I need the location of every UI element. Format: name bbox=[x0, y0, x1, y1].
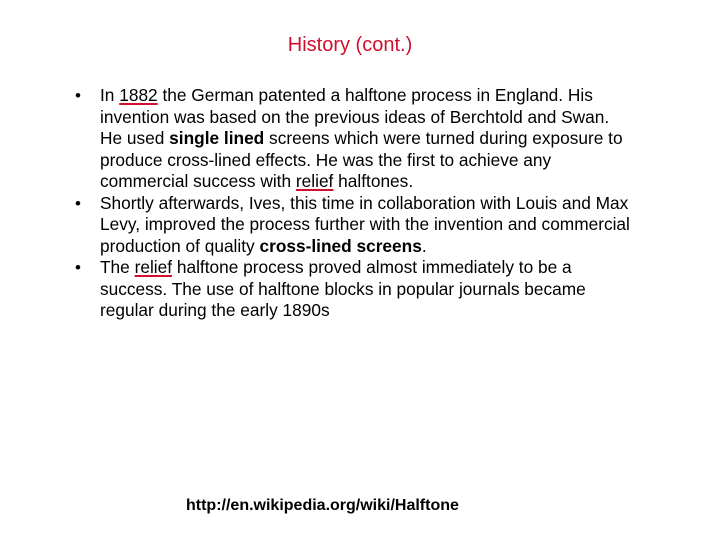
year-link[interactable]: 1882 bbox=[119, 85, 158, 105]
bullet-item bbox=[75, 257, 635, 322]
source-url[interactable]: http://en.wikipedia.org/wiki/Halftone bbox=[186, 497, 459, 514]
bullet-text: The bbox=[100, 257, 135, 277]
bullet-text: Shortly afterwards, Ives, this time in collaboration with Louis and Max Levy, improved the process further with the invention and commercial production of quality bbox=[100, 192, 630, 256]
bullet-item bbox=[75, 85, 635, 193]
bullet-item bbox=[75, 193, 635, 258]
slide-title: History (cont.) bbox=[287, 34, 413, 56]
bullet-text: halftone process proved almost immediately to be a success. The use of halftone blocks in popular journals became regular during the early 1890s bbox=[100, 257, 586, 320]
bullet-text: screens which were turned during exposure to produce cross-lined effects. He was the first to achieve any commercial success with bbox=[100, 128, 623, 191]
bullet-text: In bbox=[100, 85, 120, 105]
bullet-text: . bbox=[421, 235, 427, 256]
bold-term: single lined bbox=[169, 128, 265, 148]
relief-link[interactable]: relief bbox=[295, 171, 334, 191]
bullet-text: the German patented a halftone process in England. His invention was based on the previous ideas of Berchtold and Swan. He used bbox=[100, 85, 610, 148]
bold-term: cross-lined screens bbox=[259, 235, 422, 256]
bullet-text: halftones. bbox=[333, 171, 414, 191]
bullet-list bbox=[75, 85, 635, 322]
relief-link[interactable]: relief bbox=[134, 257, 173, 277]
